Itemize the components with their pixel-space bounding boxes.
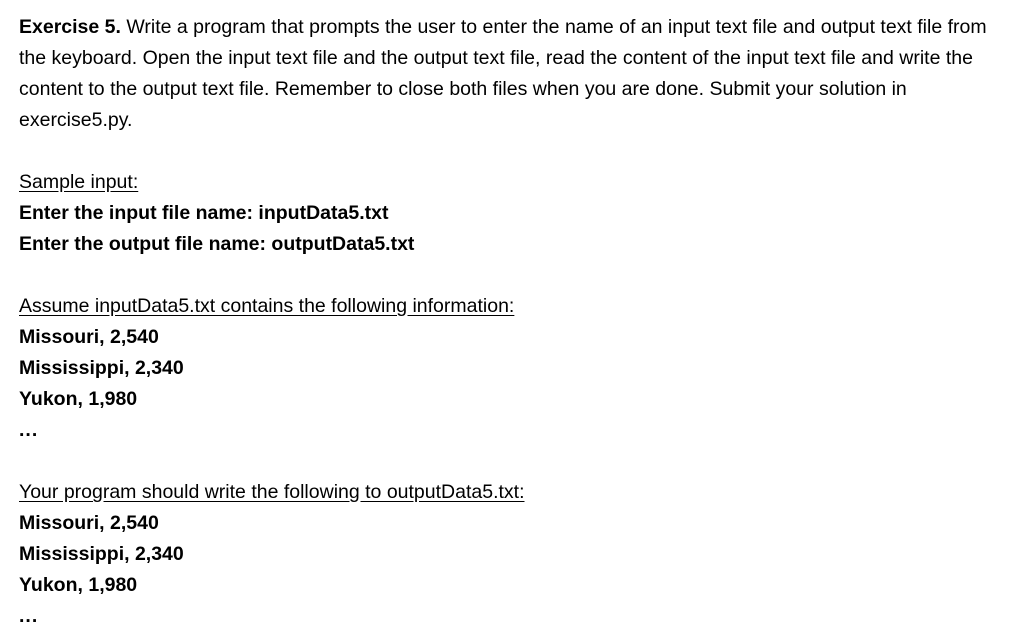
output-file-section bbox=[19, 477, 1009, 632]
input-file-line: Yukon, 1,980 bbox=[19, 388, 138, 410]
output-file-line: Mississippi, 2,340 bbox=[19, 543, 184, 565]
sample-input-line: Enter the output file name: outputData5.txt bbox=[19, 233, 415, 255]
spacer bbox=[19, 446, 1009, 477]
input-file-section bbox=[19, 291, 1009, 446]
input-file-label: Assume inputData5.txt contains the following information: bbox=[19, 295, 515, 317]
document bbox=[19, 12, 1009, 632]
input-file-line: Missouri, 2,540 bbox=[19, 326, 159, 348]
spacer bbox=[19, 260, 1009, 291]
output-file-line: Missouri, 2,540 bbox=[19, 512, 159, 534]
spacer bbox=[19, 136, 1009, 167]
output-file-ellipsis: ... bbox=[19, 605, 39, 627]
input-file-ellipsis: ... bbox=[19, 419, 39, 441]
sample-input-section bbox=[19, 167, 1009, 260]
sample-input-line: Enter the input file name: inputData5.txt bbox=[19, 202, 389, 224]
output-file-label: Your program should write the following to outputData5.txt: bbox=[19, 481, 525, 503]
output-file-line: Yukon, 1,980 bbox=[19, 574, 138, 596]
input-file-line: Mississippi, 2,340 bbox=[19, 357, 184, 379]
exercise-heading: Exercise 5. bbox=[19, 16, 121, 38]
sample-input-label: Sample input: bbox=[19, 171, 139, 193]
exercise-description bbox=[19, 12, 1009, 136]
exercise-body: Write a program that prompts the user to enter the name of an input text file and output text file from the keyboard. Open the input text file and the output text file, read the content of the input text file and write the content to the output text file. Remember to close both files when you are done. Submit your solution in exercise5.py. bbox=[19, 16, 987, 131]
